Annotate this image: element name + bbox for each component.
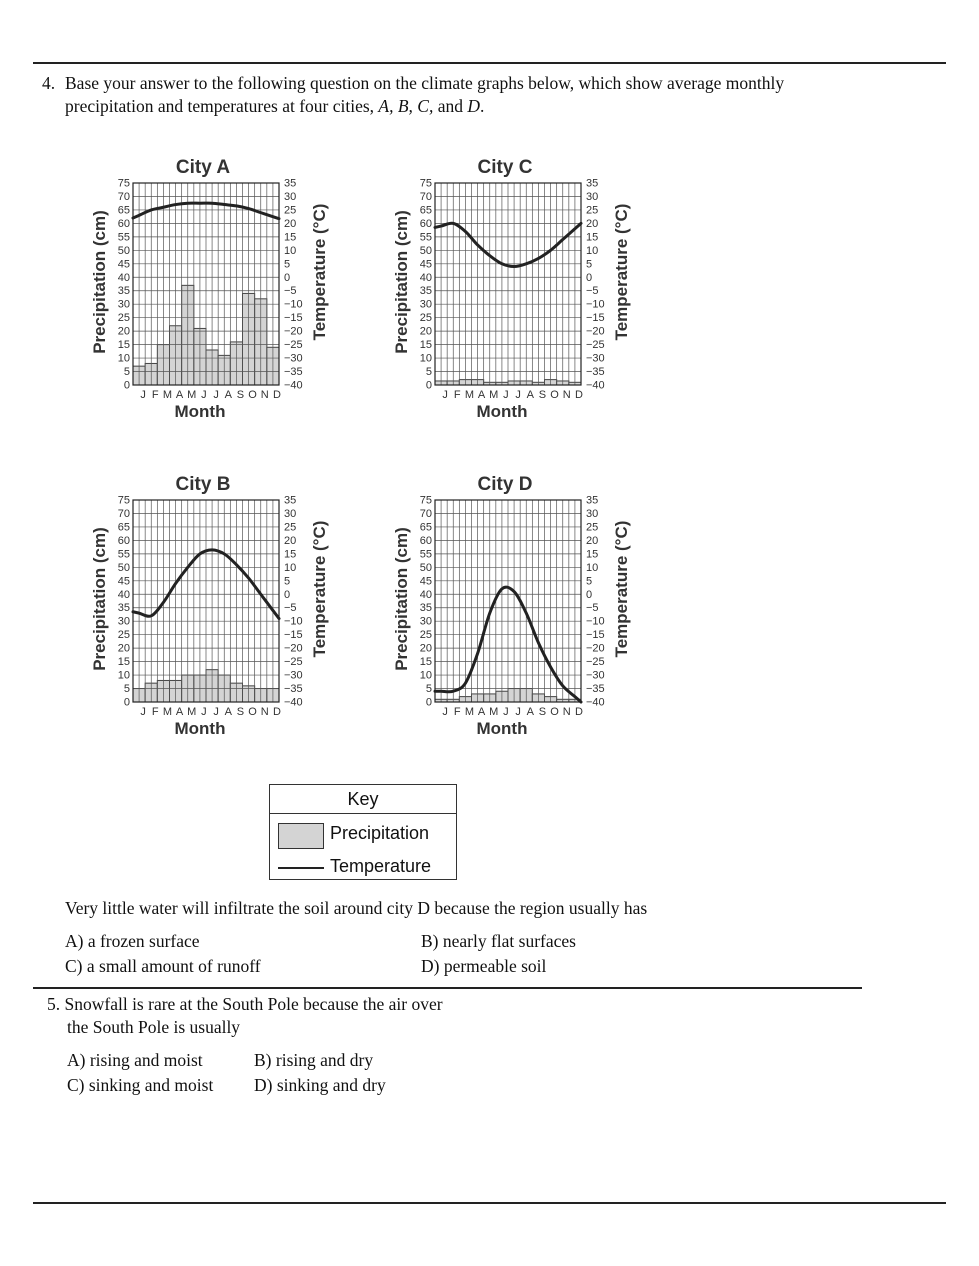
city-d-left-tick: 50 xyxy=(419,561,432,574)
city-c-left-tick: 40 xyxy=(419,271,432,284)
city-d-month-tick: A xyxy=(477,706,486,718)
city-b-right-tick: −25 xyxy=(284,656,303,669)
city-b-right-tick: −10 xyxy=(284,615,303,628)
q4-option-d[interactable]: D) permeable soil xyxy=(421,956,547,976)
city-a-right-tick: −20 xyxy=(284,325,303,338)
city-b-right-tick: −35 xyxy=(284,683,303,696)
city-a-right-tick: −35 xyxy=(284,366,303,379)
city-c-left-tick: 15 xyxy=(419,339,432,352)
city-a-right-tick: 30 xyxy=(284,190,297,203)
city-b-xlabel: Month xyxy=(174,719,226,738)
city-d-month-tick: A xyxy=(526,706,534,718)
city-a-right-tick: −15 xyxy=(284,312,303,325)
city-c-ylabel-left: Precipitation (cm) xyxy=(392,210,411,354)
city-d-left-tick: 55 xyxy=(419,548,432,561)
city-a-left-tick: 40 xyxy=(117,271,130,284)
city-a-left-tick: 30 xyxy=(117,298,130,311)
city-c-month-tick: F xyxy=(453,389,461,401)
q4-question: Very little water will infiltrate the soil around city D because the region usually has xyxy=(65,898,648,918)
city-c-right-tick: 30 xyxy=(586,190,599,203)
city-b-right-tick: −40 xyxy=(284,696,303,709)
city-c-right-tick: 10 xyxy=(586,244,599,257)
city-d-right-tick: 15 xyxy=(586,548,599,561)
q5-option-a[interactable]: A) rising and moist xyxy=(67,1050,203,1070)
city-b-month-tick: J xyxy=(213,706,219,718)
city-b-right-tick: −30 xyxy=(284,669,303,682)
city-b-right-tick: −5 xyxy=(284,602,297,615)
city-d-left-tick: 10 xyxy=(419,669,432,682)
city-d-ylabel-right: Temperature (°C) xyxy=(612,520,631,658)
city-a-left-tick: 10 xyxy=(117,352,130,365)
city-b-right-tick: 10 xyxy=(284,561,297,574)
city-b-title: City B xyxy=(175,474,231,495)
city-d-left-tick: 0 xyxy=(425,696,432,709)
city-d-left-tick: 15 xyxy=(419,656,432,669)
city-b-left-tick: 10 xyxy=(117,669,130,682)
city-b-left-tick: 15 xyxy=(117,656,130,669)
city-a-right-tick: 35 xyxy=(284,177,297,190)
city-b-left-tick: 45 xyxy=(117,575,130,588)
city-b-left-tick: 55 xyxy=(117,548,130,561)
city-d-month-tick: S xyxy=(538,706,547,718)
key-precipitation-label: Precipitation xyxy=(330,823,430,843)
city-a-month-tick: N xyxy=(260,389,269,401)
q4-intro-and: and xyxy=(437,96,464,116)
city-b-right-tick: 0 xyxy=(284,588,291,601)
city-a-month-tick: J xyxy=(140,389,146,401)
city-a-left-tick: 20 xyxy=(117,325,130,338)
city-c-month-tick: O xyxy=(550,389,559,401)
city-c-month-tick: J xyxy=(515,389,521,401)
city-b-left-tick: 0 xyxy=(123,696,130,709)
city-d-left-tick: 65 xyxy=(419,521,432,534)
city-c-month-tick: S xyxy=(538,389,547,401)
city-d-left-tick: 60 xyxy=(419,534,432,547)
q5-option-c[interactable]: C) sinking and moist xyxy=(67,1075,214,1095)
city-d-right-tick: 30 xyxy=(586,507,599,520)
city-d-right-tick: −25 xyxy=(586,656,605,669)
city-b-left-tick: 75 xyxy=(117,494,130,507)
city-b-left-tick: 40 xyxy=(117,588,130,601)
q4-option-b[interactable]: B) nearly flat surfaces xyxy=(421,931,576,951)
city-b-left-tick: 20 xyxy=(117,642,130,655)
city-b-left-tick: 50 xyxy=(117,561,130,574)
precipitation-swatch xyxy=(278,823,324,849)
city-d-right-tick: 0 xyxy=(586,588,593,601)
q5-option-d[interactable]: D) sinking and dry xyxy=(254,1075,386,1095)
city-b-left-tick: 65 xyxy=(117,521,130,534)
city-c-right-tick: −5 xyxy=(586,285,599,298)
city-d-month-tick: D xyxy=(574,706,583,718)
city-b-month-tick: M xyxy=(187,706,197,718)
q4-option-c[interactable]: C) a small amount of runoff xyxy=(65,956,261,976)
city-c-left-tick: 10 xyxy=(419,352,432,365)
q5-line1: 5. Snowfall is rare at the South Pole because the air over xyxy=(47,994,443,1014)
q4-intro-end: . xyxy=(480,96,485,116)
city-c-title: City C xyxy=(477,157,533,178)
bottom-rule xyxy=(33,1202,946,1204)
city-b-month-tick: M xyxy=(162,706,173,718)
city-a-month-tick: M xyxy=(187,389,197,401)
city-a-left-tick: 50 xyxy=(117,244,130,257)
city-b-ylabel-left: Precipitation (cm) xyxy=(90,527,109,671)
city-a-right-tick: 15 xyxy=(284,231,297,244)
city-a-right-tick: −5 xyxy=(284,285,297,298)
city-b-right-tick: 25 xyxy=(284,521,297,534)
city-b-left-tick: 70 xyxy=(117,507,130,520)
city-d-right-tick: −10 xyxy=(586,615,605,628)
city-d-month-tick: M xyxy=(464,706,475,718)
key-title: Key xyxy=(270,785,456,814)
city-d-left-tick: 45 xyxy=(419,575,432,588)
city-c-right-tick: 20 xyxy=(586,217,599,230)
city-a-xlabel: Month xyxy=(174,402,226,421)
q4-option-a[interactable]: A) a frozen surface xyxy=(65,931,200,951)
city-d-title: City D xyxy=(477,474,533,495)
city-a-right-tick: −30 xyxy=(284,352,303,365)
city-c-right-tick: 25 xyxy=(586,204,599,217)
city-d-right-tick: −15 xyxy=(586,629,605,642)
city-b-ylabel-right: Temperature (°C) xyxy=(310,520,329,658)
city-a-left-tick: 25 xyxy=(117,312,130,325)
city-b-right-tick: 30 xyxy=(284,507,297,520)
city-b-left-tick: 30 xyxy=(117,615,130,628)
city-b-right-tick: 5 xyxy=(284,575,291,588)
q4-intro-d: D xyxy=(467,96,481,116)
city-c-left-tick: 50 xyxy=(419,244,432,257)
city-c-right-tick: 15 xyxy=(586,231,599,244)
city-d-right-tick: −40 xyxy=(586,696,605,709)
city-c-right-tick: −20 xyxy=(586,325,605,338)
city-b-left-tick: 35 xyxy=(117,602,130,615)
city-d-right-tick: −35 xyxy=(586,683,605,696)
city-a-right-tick: −25 xyxy=(284,339,303,352)
city-b-month-tick: S xyxy=(236,706,245,718)
city-c-left-tick: 75 xyxy=(419,177,432,190)
city-c-month-tick: A xyxy=(477,389,486,401)
city-a-left-tick: 15 xyxy=(117,339,130,352)
city-a-left-tick: 5 xyxy=(123,366,130,379)
city-d-month-tick: O xyxy=(550,706,559,718)
city-a-left-tick: 45 xyxy=(117,258,130,271)
city-b-left-tick: 5 xyxy=(123,683,130,696)
city-a-month-tick: F xyxy=(151,389,159,401)
city-b-month-tick: J xyxy=(140,706,146,718)
city-d-right-tick: 10 xyxy=(586,561,599,574)
city-c-right-tick: −40 xyxy=(586,379,605,392)
q4-number: 4. xyxy=(42,73,56,93)
city-b-right-tick: −20 xyxy=(284,642,303,655)
city-c-left-tick: 35 xyxy=(419,285,432,298)
city-c-month-tick: N xyxy=(562,389,571,401)
city-a-left-tick: 55 xyxy=(117,231,130,244)
city-b-month-tick: N xyxy=(260,706,269,718)
city-c-left-tick: 70 xyxy=(419,190,432,203)
q5-option-b[interactable]: B) rising and dry xyxy=(254,1050,374,1070)
city-b-month-tick: A xyxy=(175,706,184,718)
city-c-month-tick: D xyxy=(574,389,583,401)
q5-line2: the South Pole is usually xyxy=(67,1017,241,1037)
city-a-right-tick: −40 xyxy=(284,379,303,392)
city-d-left-tick: 5 xyxy=(425,683,432,696)
city-b-right-tick: 15 xyxy=(284,548,297,561)
city-d-left-tick: 25 xyxy=(419,629,432,642)
city-d-right-tick: 20 xyxy=(586,534,599,547)
city-d-right-tick: −5 xyxy=(586,602,599,615)
city-d-month-tick: J xyxy=(503,706,509,718)
city-b-right-tick: −15 xyxy=(284,629,303,642)
city-a-right-tick: 25 xyxy=(284,204,297,217)
city-d-month-tick: J xyxy=(515,706,521,718)
city-c-right-tick: 5 xyxy=(586,258,593,271)
city-c-month-tick: A xyxy=(526,389,534,401)
city-d-left-tick: 20 xyxy=(419,642,432,655)
city-b-right-tick: 35 xyxy=(284,494,297,507)
city-d-month-tick: N xyxy=(562,706,571,718)
city-a-month-tick: J xyxy=(201,389,207,401)
city-b-month-tick: F xyxy=(151,706,159,718)
city-d-left-tick: 75 xyxy=(419,494,432,507)
city-d-xlabel: Month xyxy=(476,719,528,738)
city-d-left-tick: 40 xyxy=(419,588,432,601)
city-a-right-tick: −10 xyxy=(284,298,303,311)
city-a-right-tick: 20 xyxy=(284,217,297,230)
city-a-month-tick: A xyxy=(224,389,232,401)
city-c-left-tick: 65 xyxy=(419,204,432,217)
city-b-right-tick: 20 xyxy=(284,534,297,547)
city-c-right-tick: 0 xyxy=(586,271,593,284)
city-b-month-tick: O xyxy=(248,706,257,718)
question-separator xyxy=(33,987,862,989)
city-a-right-tick: 10 xyxy=(284,244,297,257)
city-b-left-tick: 25 xyxy=(117,629,130,642)
city-a-left-tick: 60 xyxy=(117,217,130,230)
city-a-ylabel-right: Temperature (°C) xyxy=(310,203,329,341)
city-c-month-tick: M xyxy=(464,389,475,401)
city-d-right-tick: −20 xyxy=(586,642,605,655)
city-a-month-tick: A xyxy=(175,389,184,401)
city-c-left-tick: 45 xyxy=(419,258,432,271)
city-a-title: City A xyxy=(175,157,231,178)
city-c-right-tick: −25 xyxy=(586,339,605,352)
city-a-right-tick: 5 xyxy=(284,258,291,271)
city-c-right-tick: −10 xyxy=(586,298,605,311)
city-a-month-tick: O xyxy=(248,389,257,401)
city-d-month-tick: M xyxy=(489,706,499,718)
city-a-month-tick: J xyxy=(213,389,219,401)
city-a-left-tick: 65 xyxy=(117,204,130,217)
city-a-right-tick: 0 xyxy=(284,271,291,284)
key-temperature-label: Temperature xyxy=(330,856,432,876)
city-a-left-tick: 75 xyxy=(117,177,130,190)
city-c-month-tick: M xyxy=(489,389,499,401)
city-a-left-tick: 70 xyxy=(117,190,130,203)
city-a-month-tick: D xyxy=(272,389,281,401)
city-d-left-tick: 70 xyxy=(419,507,432,520)
city-c-xlabel: Month xyxy=(476,402,528,421)
city-d-month-tick: J xyxy=(442,706,448,718)
city-a-left-tick: 0 xyxy=(123,379,130,392)
temperature-line-swatch xyxy=(278,867,324,869)
q4-intro-line2-text: precipitation and temperatures at four cities, xyxy=(65,96,375,116)
city-d-right-tick: 5 xyxy=(586,575,593,588)
city-a-ylabel-left: Precipitation (cm) xyxy=(90,210,109,354)
city-c-left-tick: 25 xyxy=(419,312,432,325)
city-c-ylabel-right: Temperature (°C) xyxy=(612,203,631,341)
city-c-left-tick: 60 xyxy=(419,217,432,230)
city-d-left-tick: 30 xyxy=(419,615,432,628)
city-c-month-tick: J xyxy=(503,389,509,401)
city-c-left-tick: 30 xyxy=(419,298,432,311)
q4-intro-line1: Base your answer to the following question on the climate graphs below, which show average monthly xyxy=(65,73,785,93)
city-d-left-tick: 35 xyxy=(419,602,432,615)
city-c-right-tick: 35 xyxy=(586,177,599,190)
city-c-left-tick: 20 xyxy=(419,325,432,338)
city-c-right-tick: −35 xyxy=(586,366,605,379)
city-a-month-tick: M xyxy=(162,389,173,401)
city-b-left-tick: 60 xyxy=(117,534,130,547)
city-d-right-tick: 25 xyxy=(586,521,599,534)
city-b-month-tick: A xyxy=(224,706,232,718)
city-d-month-tick: F xyxy=(453,706,461,718)
q4-intro-cities: A, B, C, xyxy=(378,96,434,116)
city-c-right-tick: −15 xyxy=(586,312,605,325)
city-a-month-tick: S xyxy=(236,389,245,401)
city-d-right-tick: 35 xyxy=(586,494,599,507)
city-c-left-tick: 55 xyxy=(419,231,432,244)
city-b-month-tick: D xyxy=(272,706,281,718)
city-c-month-tick: J xyxy=(442,389,448,401)
city-c-right-tick: −30 xyxy=(586,352,605,365)
city-c-left-tick: 0 xyxy=(425,379,432,392)
city-c-left-tick: 5 xyxy=(425,366,432,379)
city-d-ylabel-left: Precipitation (cm) xyxy=(392,527,411,671)
city-a-left-tick: 35 xyxy=(117,285,130,298)
city-b-month-tick: J xyxy=(201,706,207,718)
city-d-right-tick: −30 xyxy=(586,669,605,682)
chart-key xyxy=(269,784,457,880)
